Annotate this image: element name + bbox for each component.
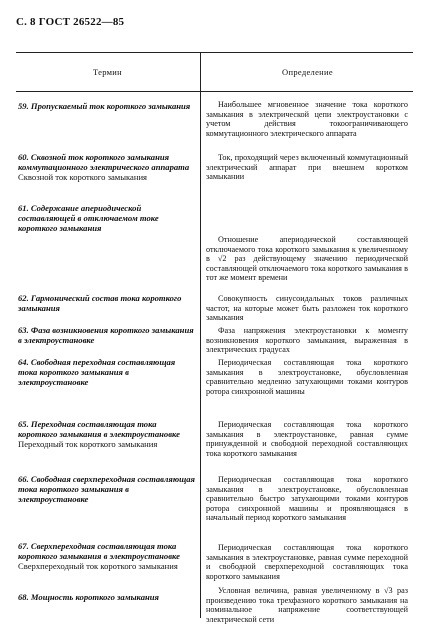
- term-65: 65. Переходная составляющая тока короткого замыкания в электроустановке Переходный ток короткого замыкания: [18, 420, 196, 449]
- column-divider: [200, 91, 201, 618]
- definition-63: Фаза напряжения электроустановки к моменту возникновения короткого замыкания, выраженная в электрических градусах: [206, 326, 408, 355]
- definition-64: Периодическая составляющая тока короткого замыкания в электроустановке, обусловленная сравнительно медленно затухающими токами контуров ротора синхронной машины: [206, 358, 408, 396]
- term-67: 67. Сверхпереходная составляющая тока короткого замыкания в электроустановке Сверхпереходный ток короткого замыкания: [18, 542, 196, 571]
- definition-66: Периодическая составляющая тока короткого замыкания в электроустановке, обусловленная сравнительно быстро затухающими токами контуров ротора синхронной машины и проявляющаяся в начальный период короткого замыкания: [206, 475, 408, 523]
- definition-62: Совокупность синусоидальных токов различных частот, на которые может быть разложен ток короткого замыкания: [206, 294, 408, 323]
- term-60-synonym: Сквозной ток короткого замыкания: [18, 171, 147, 182]
- page-header: С. 8 ГОСТ 26522—85: [16, 16, 125, 28]
- term-64: 64. Свободная переходная составляющая тока короткого замыкания в электроустановке: [18, 357, 176, 387]
- definition-61: Отношение апериодической составляющей отключаемого тока короткого замыкания к увеличенному в √2 раз действующему значению периодической составляющей отключаемого тока короткого замыкания в тот же момент времени: [206, 235, 408, 283]
- term-59: 59. Пропускаемый ток короткого замыкания: [18, 101, 191, 111]
- terms-table: [16, 52, 413, 624]
- definition-68: Условная величина, равная увеличенному в √3 раз произведению тока трехфазного короткого замыкания на номинальное напряжение соответствующей электрической сети: [206, 586, 408, 624]
- term-67-synonym: Сверхпереходный ток короткого замыкания: [18, 560, 178, 571]
- definition-65: Периодическая составляющая тока короткого замыкания в электроустановке, равная сумме принужденной и свободной переходной составляющих тока короткого замыкания: [206, 420, 408, 458]
- column-header-term: Термин: [92, 67, 123, 77]
- definition-60: Ток, проходящий через включенный коммутационный электрический аппарат при внешнем коротком замыкании: [206, 153, 408, 182]
- term-65-synonym: Переходный ток короткого замыкания: [18, 438, 158, 449]
- term-60: 60. Сквозной ток короткого замыкания коммутационного электрического аппарата Сквозной ток короткого замыкания: [18, 153, 196, 182]
- definition-59: Наибольшее мгновенное значение тока короткого замыкания в электрической цепи электроустановки с учетом действия токоограничивающего коммутационного электрического аппарата: [206, 100, 408, 138]
- header-rule: [16, 91, 413, 92]
- column-header-definition: Определение: [200, 53, 414, 91]
- term-61: 61. Содержание апериодической составляющей в отключаемом токе короткого замыкания: [18, 203, 159, 233]
- term-63: 63. Фаза возникновения короткого замыкания в электроустановке: [18, 325, 194, 345]
- term-62: 62. Гармонический состав тока короткого замыкания: [18, 293, 182, 313]
- term-66: 66. Свободная сверхпереходная составляющая тока короткого замыкания в электроустановке: [18, 474, 195, 504]
- definition-67: Периодическая составляющая тока короткого замыкания в электроустановке, равная сумме переходной и свободной сверхпереходной составляющих тока короткого замыкания: [206, 543, 408, 581]
- term-68: 68. Мощность короткого замыкания: [18, 592, 159, 602]
